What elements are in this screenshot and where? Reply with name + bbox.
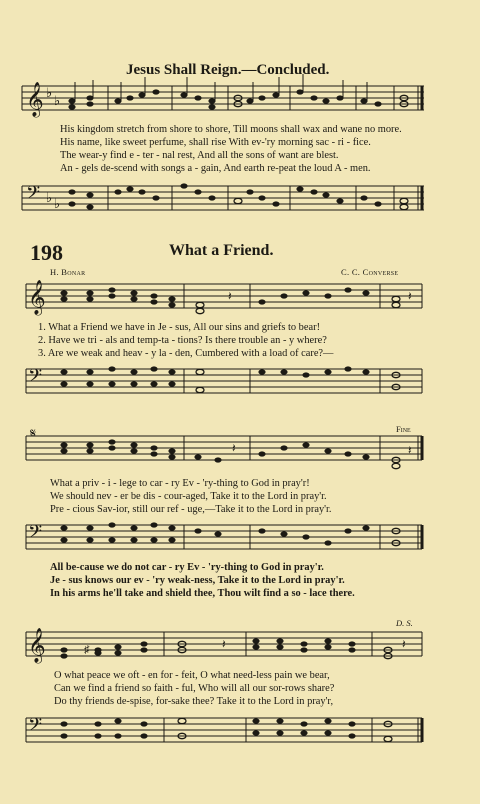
svg-text:𝄽: 𝄽	[228, 289, 232, 303]
section2-verse-3: Pre - cious Sav-ior, still our ref - uge,—Take it to the Lord in pray'r.	[50, 504, 332, 515]
section1-verse-1: 1. What a Friend we have in Je - sus, All our sins and griefs to bear!	[38, 322, 321, 333]
svg-text:𝄞: 𝄞	[28, 629, 46, 662]
section4-verse-1: O what peace we oft - en for - feit, O what need-less pain we bear,	[54, 670, 330, 681]
ds-label: D. S.	[396, 618, 413, 628]
svg-text:𝄽: 𝄽	[402, 637, 406, 651]
section3-verse-2: Je - sus knows our ev - 'ry weak-ness, Take it to the Lord in pray'r.	[50, 575, 345, 586]
svg-text:♭: ♭	[54, 93, 61, 108]
system3-bass-staff	[0, 712, 480, 752]
lyricist-credit: H. Bonar	[50, 267, 86, 277]
top-bass-staff	[0, 180, 480, 230]
svg-text:♭: ♭	[46, 190, 53, 205]
top-hymn-title: Jesus Shall Reign.—Concluded.	[126, 62, 330, 78]
system1-treble-staff	[0, 278, 480, 318]
section2-verse-2: We should nev - er be dis - cour-aged, Take it to the Lord in pray'r.	[50, 491, 327, 502]
system1-bass-staff	[0, 363, 480, 403]
top-lyric-line-3: The wear-y find e - ter - nal rest, And all the sons of want are blest.	[60, 150, 339, 161]
fine-label: Fine	[396, 424, 411, 434]
svg-text:♭: ♭	[54, 196, 61, 211]
svg-text:𝄢: 𝄢	[28, 714, 43, 739]
svg-text:𝄽: 𝄽	[222, 637, 226, 651]
section3-verse-1: All be-cause we do not car - ry Ev - 'ry-thing to God in pray'r.	[50, 562, 324, 573]
top-lyric-line-1: His kingdom stretch from shore to shore, Till moons shall wax and wane no more.	[60, 124, 402, 135]
svg-text:𝄋: 𝄋	[30, 427, 37, 442]
svg-text:𝄽: 𝄽	[408, 289, 412, 303]
svg-text:𝄞: 𝄞	[28, 281, 46, 314]
hymn-number: 198	[30, 240, 63, 265]
section1-verse-3: 3. Are we weak and heav - y la - den, Cumbered with a load of care?—	[38, 348, 334, 359]
system3-treble-staff	[0, 626, 480, 666]
section1-verse-2: 2. Have we tri - als and temp-ta - tions? Is there trouble an - y where?	[38, 335, 327, 346]
svg-text:𝄽: 𝄽	[232, 441, 236, 455]
section4-verse-3: Do thy friends de-spise, for-sake thee? Take it to the Lord in pray'r,	[54, 696, 334, 707]
svg-text:𝄢: 𝄢	[28, 365, 43, 390]
section2-verse-1: What a priv - i - lege to car - ry Ev - 'ry-thing to God in pray'r!	[50, 478, 310, 489]
svg-text:𝄞: 𝄞	[26, 83, 44, 116]
hymn-title: What a Friend.	[169, 242, 274, 259]
svg-text:𝄢: 𝄢	[28, 521, 43, 546]
system2-bass-staff	[0, 519, 480, 559]
top-lyric-line-2: His name, like sweet perfume, shall rise With ev-'ry morning sac - ri - fice.	[60, 137, 371, 148]
svg-text:♭: ♭	[46, 85, 53, 100]
section4-verse-2: Can we find a friend so faith - ful, Who will all our sor-rows share?	[54, 683, 335, 694]
svg-text:♯: ♯	[84, 644, 90, 656]
svg-text:𝄢: 𝄢	[26, 182, 41, 207]
svg-text:𝄽: 𝄽	[408, 443, 412, 457]
composer-credit: C. C. Converse	[341, 267, 399, 277]
top-lyric-line-4: An - gels de-scend with songs a - gain, And earth re-peat the loud A - men.	[60, 163, 371, 174]
section3-verse-3: In his arms he'll take and shield thee, Thou wilt find a so - lace there.	[50, 588, 355, 599]
